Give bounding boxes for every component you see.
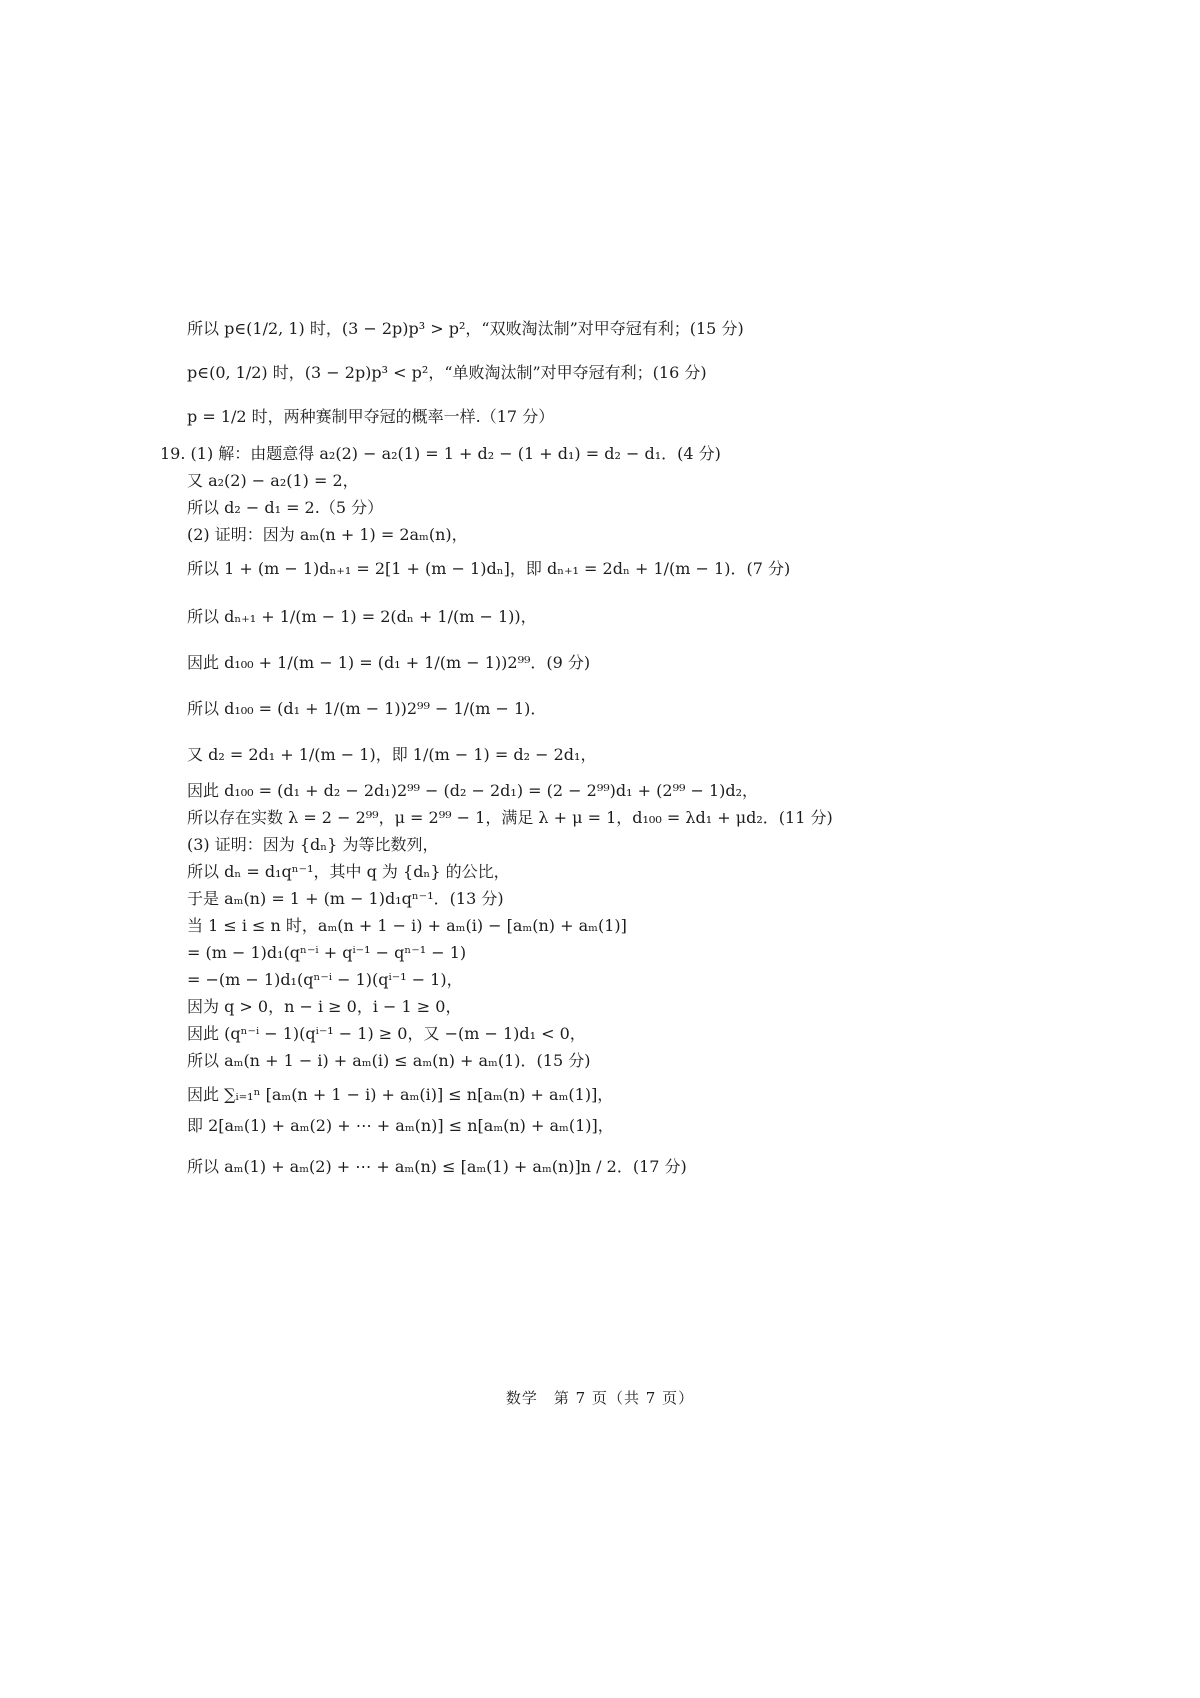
text-line: 所以存在实数 λ = 2 − 2⁹⁹，μ = 2⁹⁹ − 1，满足 λ + μ = 1，d₁₀₀ = λd₁ + μd₂．(11 分) (187, 808, 833, 827)
text-line: 所以 p∈(1/2, 1) 时，(3 − 2p)p³ > p²，“双败淘汰制”对甲夺冠有利；(15 分) (187, 319, 744, 338)
text-line: p = 1/2 时，两种赛制甲夺冠的概率一样.（17 分） (187, 407, 555, 426)
text-line: 所以 d₂ − d₁ = 2.（5 分） (187, 498, 384, 517)
text-line: = −(m − 1)d₁(qⁿ⁻ⁱ − 1)(qⁱ⁻¹ − 1)， (187, 970, 463, 989)
question-19-line: 19. (1) 解：由题意得 a₂(2) − a₂(1) = 1 + d₂ − (1 + d₁) = d₂ − d₁．(4 分) (160, 444, 721, 463)
text-line: 所以 dₙ = d₁qⁿ⁻¹，其中 q 为 {dₙ} 的公比， (187, 862, 510, 881)
text-line: 又 a₂(2) − a₂(1) = 2， (187, 471, 359, 490)
text-line: 所以 1 + (m − 1)dₙ₊₁ = 2[1 + (m − 1)dₙ]，即 dₙ₊₁ = 2dₙ + 1/(m − 1)．(7 分) (187, 559, 791, 578)
text-line: 即 2[aₘ(1) + aₘ(2) + ⋯ + aₘ(n)] ≤ n[aₘ(n) + aₘ(1)]， (187, 1116, 614, 1135)
text-line: 因此 (qⁿ⁻ⁱ − 1)(qⁱ⁻¹ − 1) ≥ 0，又 −(m − 1)d₁ < 0， (187, 1024, 586, 1043)
text-line: (3) 证明：因为 {dₙ} 为等比数列， (187, 835, 439, 854)
text-line: 所以 aₘ(1) + aₘ(2) + ⋯ + aₘ(n) ≤ [aₘ(1) + aₘ(n)]n / 2．(17 分) (187, 1157, 687, 1176)
text-line: 因此 d₁₀₀ + 1/(m − 1) = (d₁ + 1/(m − 1))2⁹⁹．(9 分) (187, 653, 591, 672)
text-line: 于是 aₘ(n) = 1 + (m − 1)d₁qⁿ⁻¹．(13 分) (187, 889, 504, 908)
text-line: = (m − 1)d₁(qⁿ⁻ⁱ + qⁱ⁻¹ − qⁿ⁻¹ − 1) (187, 943, 467, 962)
text-line: p∈(0, 1/2) 时，(3 − 2p)p³ < p²，“单败淘汰制”对甲夺冠有利；(16 分) (187, 363, 707, 382)
page-footer: 数学 第 7 页（共 7 页） (505, 1389, 695, 1407)
text-line: 所以 dₙ₊₁ + 1/(m − 1) = 2(dₙ + 1/(m − 1))， (187, 607, 537, 626)
text-line: 所以 aₘ(n + 1 − i) + aₘ(i) ≤ aₘ(n) + aₘ(1)．(15 分) (187, 1051, 591, 1070)
text-line: 因此 ∑ᵢ₌₁ⁿ [aₘ(n + 1 − i) + aₘ(i)] ≤ n[aₘ(n) + aₘ(1)]， (187, 1085, 614, 1104)
text-line: (2) 证明：因为 aₘ(n + 1) = 2aₘ(n)， (187, 525, 468, 544)
text-line: 因为 q > 0，n − i ≥ 0，i − 1 ≥ 0， (187, 997, 462, 1016)
text-line: 所以 d₁₀₀ = (d₁ + 1/(m − 1))2⁹⁹ − 1/(m − 1)． (187, 699, 547, 718)
text-line: 当 1 ≤ i ≤ n 时，aₘ(n + 1 − i) + aₘ(i) − [aₘ(n) + aₘ(1)] (187, 916, 627, 935)
text-line: 又 d₂ = 2d₁ + 1/(m − 1)，即 1/(m − 1) = d₂ − 2d₁， (187, 745, 597, 764)
text-line: 因此 d₁₀₀ = (d₁ + d₂ − 2d₁)2⁹⁹ − (d₂ − 2d₁) = (2 − 2⁹⁹)d₁ + (2⁹⁹ − 1)d₂， (187, 781, 759, 800)
